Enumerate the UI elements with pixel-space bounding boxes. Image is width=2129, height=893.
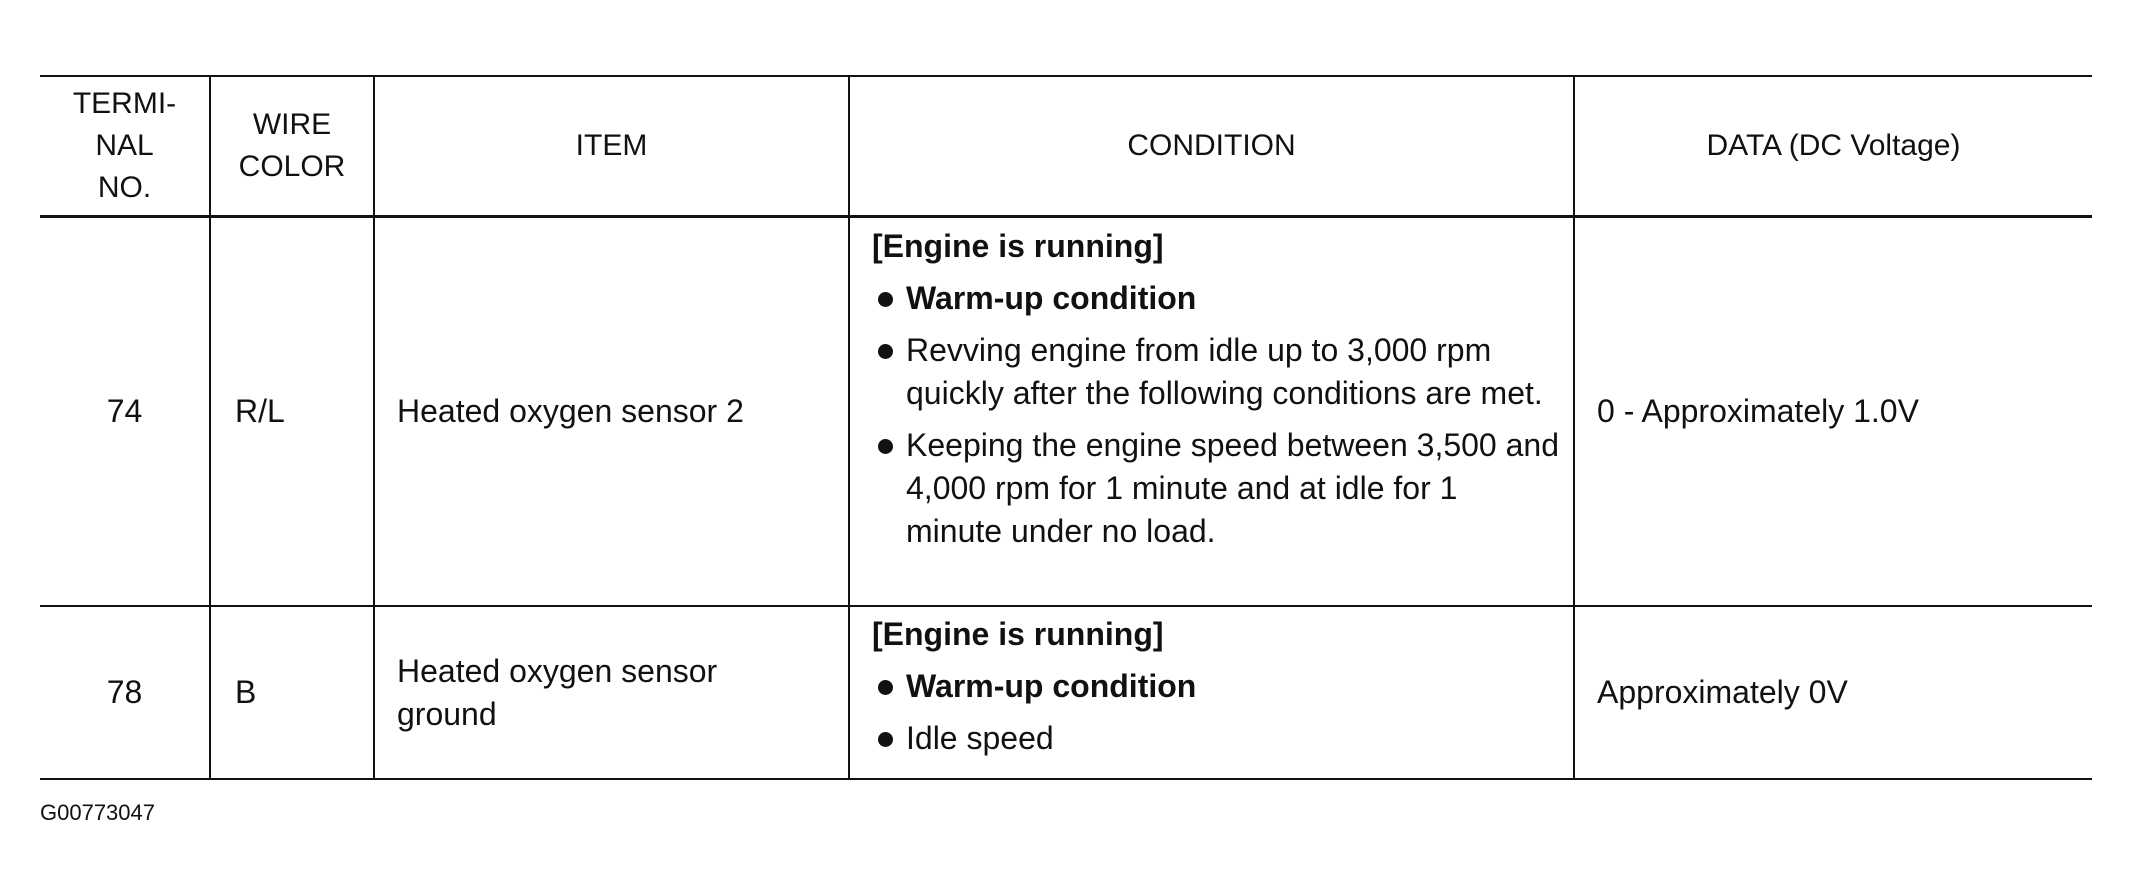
header-data: DATA (DC Voltage) bbox=[1706, 129, 1961, 162]
header-terminal-no: TERMI- NAL NO. bbox=[72, 87, 177, 204]
condition-bullet bbox=[872, 665, 1562, 708]
bullet-icon bbox=[878, 292, 893, 307]
header-item: ITEM bbox=[575, 129, 648, 162]
row-74-item: Heated oxygen sensor 2 bbox=[397, 393, 744, 429]
bullet-icon bbox=[878, 439, 893, 454]
row-74-wire-color: R/L bbox=[235, 393, 285, 429]
bullet-icon bbox=[878, 732, 893, 747]
table-bottom-rule bbox=[40, 778, 2092, 780]
condition-title: [Engine is running] bbox=[872, 228, 1164, 264]
bullet-icon bbox=[878, 344, 893, 359]
condition-bullet bbox=[872, 329, 1562, 415]
condition-bullet bbox=[872, 277, 1562, 320]
row-74-terminal: 74 bbox=[106, 393, 143, 429]
row-78-data: Approximately 0V bbox=[1597, 674, 1848, 710]
condition-bullet bbox=[872, 717, 1562, 760]
header-wire-color: WIRE COLOR bbox=[238, 108, 346, 183]
header-condition: CONDITION bbox=[1127, 129, 1296, 162]
row-78-terminal: 78 bbox=[106, 674, 143, 710]
row-78-wire-color: B bbox=[235, 674, 257, 710]
bullet-text: Warm-up condition bbox=[906, 668, 1197, 704]
row-78-condition bbox=[872, 613, 1562, 769]
bullet-text: Idle speed bbox=[906, 720, 1054, 756]
row-78-item: Heated oxygen sensor ground bbox=[397, 652, 718, 732]
bullet-text: Warm-up condition bbox=[906, 280, 1197, 316]
bullet-text: Keeping the engine speed between 3,500 and 4,000 rpm for 1 minute and at idle for 1 minute under no load. bbox=[906, 427, 1559, 549]
row-74-data: 0 - Approximately 1.0V bbox=[1597, 393, 1919, 429]
bullet-icon bbox=[878, 680, 893, 695]
row-74-condition bbox=[872, 225, 1562, 562]
bullet-text: Revving engine from idle up to 3,000 rpm quickly after the following conditions are met. bbox=[906, 332, 1543, 411]
condition-bullet bbox=[872, 424, 1562, 553]
figure-id: G00773047 bbox=[40, 800, 155, 825]
condition-title: [Engine is running] bbox=[872, 616, 1164, 652]
